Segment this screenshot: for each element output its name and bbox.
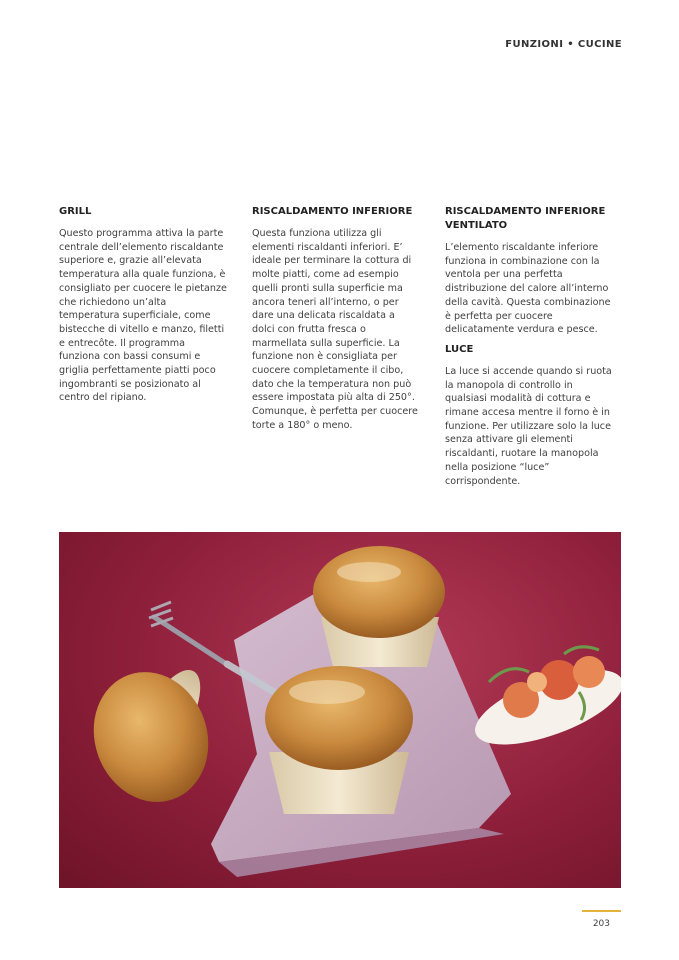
column-bottom-heating bbox=[252, 205, 420, 439]
footer-accent-line bbox=[582, 910, 621, 912]
muffin-front bbox=[265, 666, 413, 814]
section-title-bottom-fan: RISCALDAMENTO INFERIORE VENTILATO bbox=[445, 206, 606, 231]
column-bottom-fan bbox=[445, 205, 613, 494]
muffin-left bbox=[76, 656, 226, 818]
section-title-light: LUCE bbox=[445, 343, 474, 355]
page-number: 203 bbox=[592, 919, 610, 929]
muffins-photo bbox=[59, 532, 621, 888]
section-title-grill: GRILL bbox=[59, 206, 92, 217]
section-header: FUNZIONI • CUCINE bbox=[505, 39, 622, 50]
section-text-bottom-heating: Questa funziona utilizza gli elementi riscaldanti inferiori. E’ ideale per terminare la cottura di molte piatti, come ad esempio quelli pronti sulla superficie ma ancora teneri all’interno, o per dare una delicata riscaldata a dolci con frutta fresca o marmellata sulla superficie. La funzione non è consigliata per cuocere completamente il cibo, dato che la temperatura non può essere impostata più alta di 250°. Comunque, è perfetta per cuocere torte a 180° o meno. bbox=[252, 228, 418, 431]
fig-dish bbox=[466, 647, 621, 760]
section-title-bottom-heating: RISCALDAMENTO INFERIORE bbox=[252, 206, 413, 217]
column-grill bbox=[59, 205, 227, 411]
section-text-light: La luce si accende quando si ruota la manopola di controllo in qualsiasi modalità di cottura e rimane accesa mentre il forno è in funzione. Per utilizzare solo la luce senza attivare gli elementi riscaldanti, ruotare la manopola nella posizione “luce” corrispondente. bbox=[445, 365, 612, 487]
section-text-bottom-fan: L’elemento riscaldante inferiore funziona in combinazione con la ventola per una perfetta distribuzione del calore all’interno della cavità. Questa combinazione è perfetta per cuocere delicatamente verdura e pesce. bbox=[445, 242, 611, 336]
muffin-back bbox=[313, 546, 445, 667]
section-text-grill: Questo programma attiva la parte centrale dell’elemento riscaldante superiore e, grazie all’elevata temperatura alla quale funziona, è consigliato per cuocere le pietanze che richiedono un’alta temperatura superficiale, come bistecche di vitello e manzo, filetti e entrecôte. Il programma funziona con bassi consumi e griglia perfettamente piatti poco ingombranti se posizionato al centro del ripiano. bbox=[59, 228, 227, 404]
